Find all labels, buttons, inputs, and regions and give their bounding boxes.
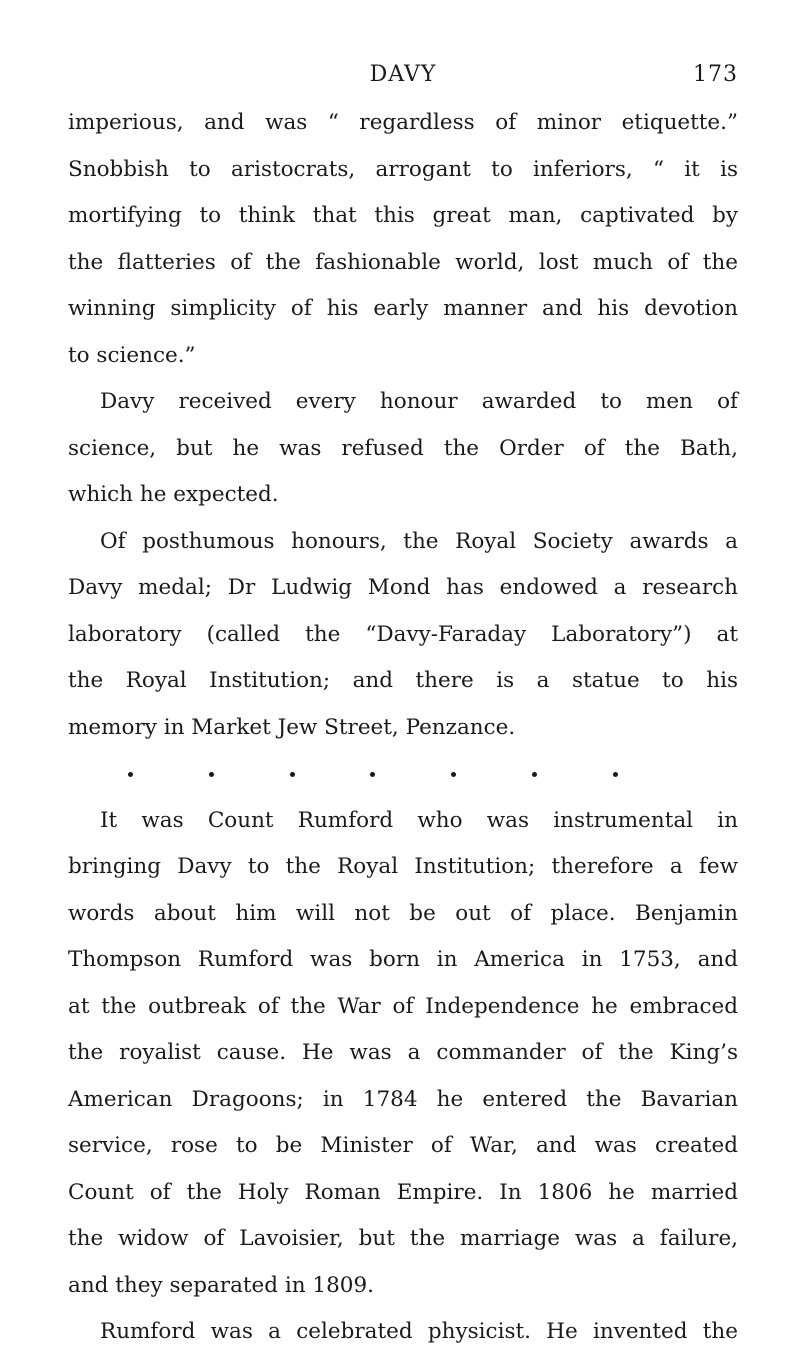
text-line: memory in Market Jew Street, Penzance. (68, 714, 516, 740)
text-line: bringing Davy to the Royal Institution; therefore a few (68, 854, 738, 879)
text-line: mortifying to think that this great man, captivated by (68, 203, 738, 228)
text-line: Davy medal; Dr Ludwig Mond has endowed a research (68, 575, 738, 600)
text-line: Of posthumous honours, the Royal Society awards a (100, 528, 738, 554)
text-line: It was Count Rumford who was instrumental in (100, 807, 738, 833)
text-line: Count of the Holy Roman Empire. In 1806 he married (68, 1179, 738, 1205)
section-dot (370, 772, 375, 777)
text-line: the royalist cause. He was a commander of the King’s (68, 1040, 738, 1065)
text-line: and they separated in 1809. (68, 1272, 374, 1298)
section-dot (613, 772, 618, 777)
section-dot (290, 772, 295, 777)
running-title: DAVY (369, 62, 437, 87)
text-line: Davy received every honour awarded to men of (100, 389, 738, 414)
text-line: which he expected. (68, 482, 279, 507)
page-body (68, 100, 738, 1356)
text-line: imperious, and was “ regardless of minor etiquette.” (68, 110, 738, 135)
section-dot (128, 772, 133, 777)
section-dot (451, 772, 456, 777)
text-line: to science.” (68, 342, 196, 368)
text-line: words about him will not be out of place. Benjamin (68, 900, 738, 926)
text-line: the widow of Lavoisier, but the marriage was a failure, (68, 1226, 738, 1251)
book-page (68, 58, 738, 1356)
text-line: Thompson Rumford was born in America in 1753, and (68, 947, 738, 972)
text-line: science, but he was refused the Order of the Bath, (68, 435, 738, 461)
text-line: American Dragoons; in 1784 he entered the Bavarian (68, 1086, 738, 1112)
page-number: 173 (693, 62, 738, 87)
text-line: winning simplicity of his early manner and his devotion (68, 296, 738, 321)
text-line: service, rose to be Minister of War, and was created (68, 1133, 738, 1158)
section-break-dots (68, 751, 738, 798)
text-line: Rumford was a celebrated physicist. He invented the (100, 1319, 738, 1344)
text-line: at the outbreak of the War of Independence he embraced (68, 993, 738, 1019)
section-dot (209, 772, 214, 777)
running-header (68, 58, 738, 98)
section-dot (532, 772, 537, 777)
text-line: the flatteries of the fashionable world, lost much of the (68, 249, 738, 275)
text-line: Snobbish to aristocrats, arrogant to inferiors, “ it is (68, 156, 738, 182)
text-line: laboratory (called the “Davy-Faraday Laboratory”) at (68, 621, 738, 647)
text-line: the Royal Institution; and there is a statue to his (68, 668, 738, 693)
